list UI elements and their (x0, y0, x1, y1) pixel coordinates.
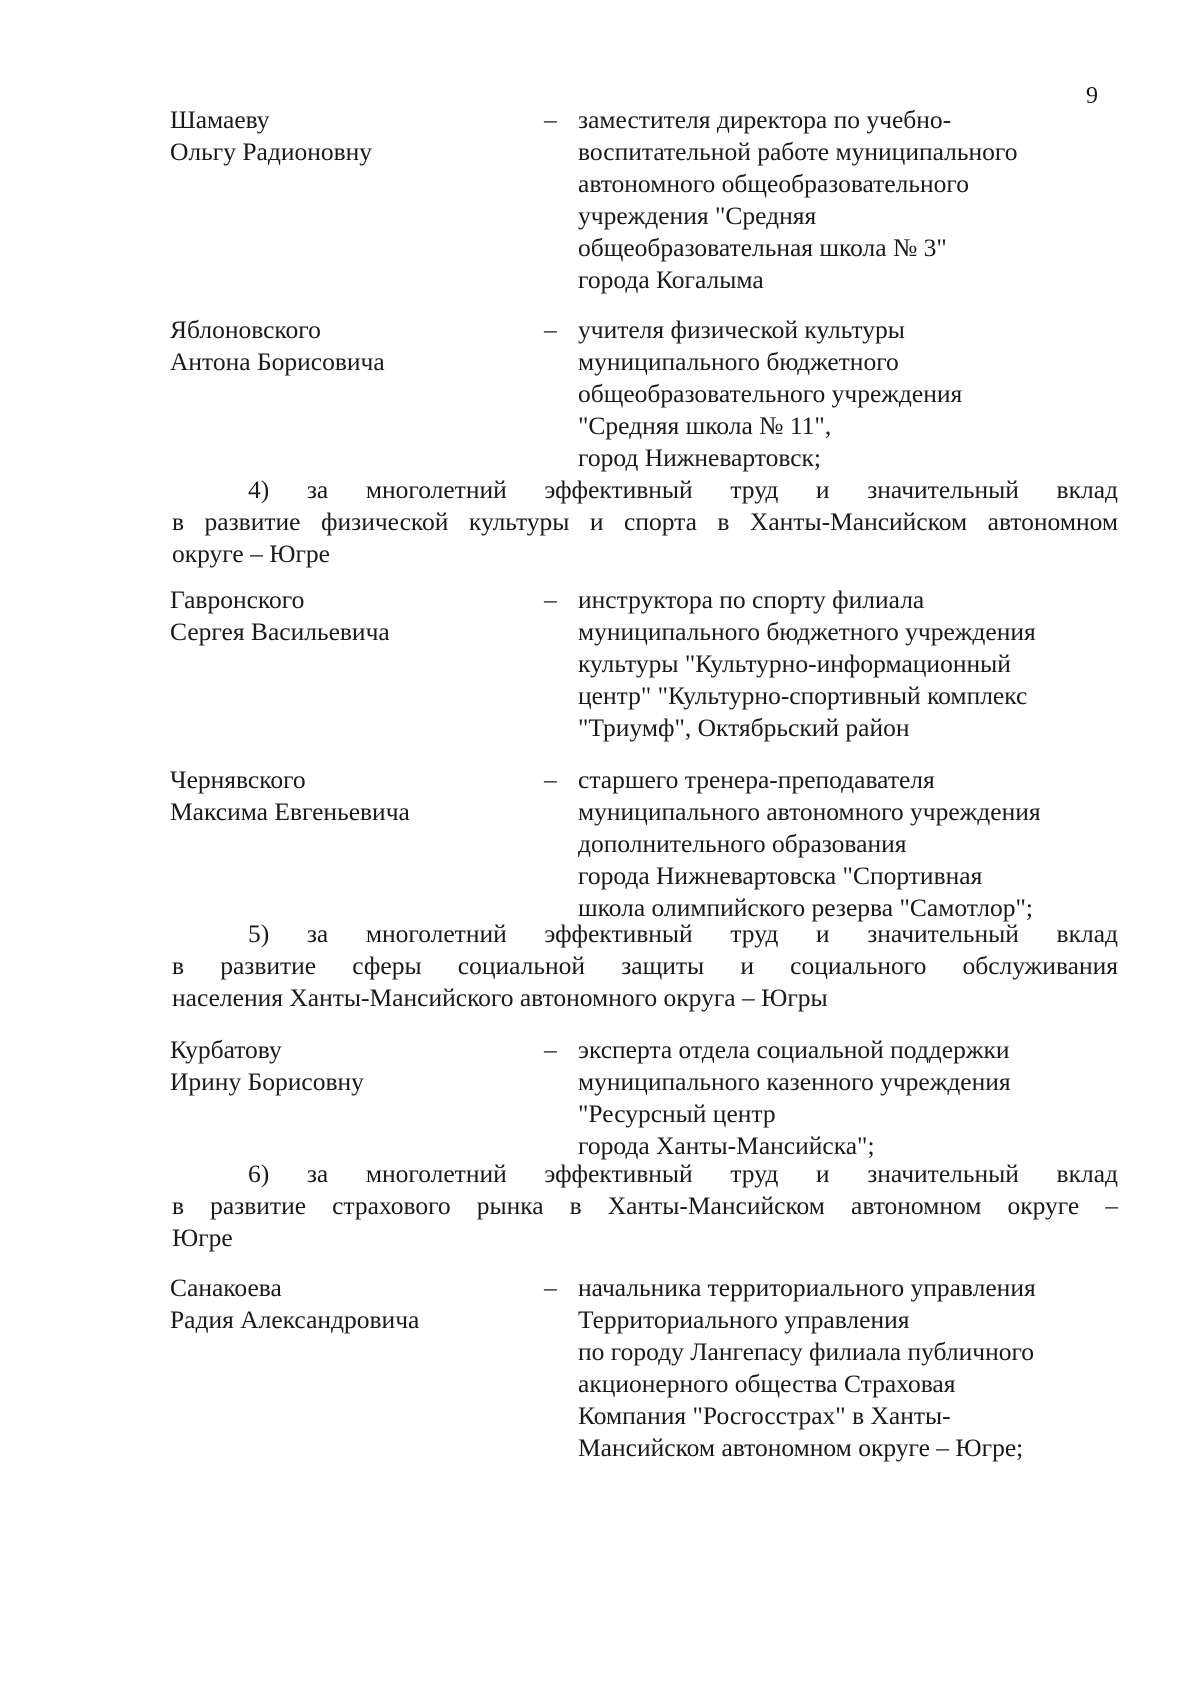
name-line: Курбатову (170, 1035, 282, 1064)
description-line: муниципального казенного учреждения (578, 1067, 1011, 1096)
dash-separator: – (544, 105, 557, 134)
description-line: учреждения "Средняя (578, 201, 817, 230)
name-line: Ирину Борисовну (170, 1067, 364, 1096)
description-line: центр" "Культурно-спортивный комплекс (578, 681, 1028, 710)
description-line: воспитательной работе муниципального (578, 137, 1018, 166)
position-description (578, 764, 1138, 924)
dash-separator: – (544, 1035, 557, 1064)
description-line: муниципального автономного учреждения (578, 797, 1041, 826)
name-line: Сергея Васильевича (170, 617, 390, 646)
person-name (170, 584, 530, 648)
description-line: эксперта отдела социальной поддержки (578, 1035, 1010, 1064)
paragraph-line: населения Ханты-Мансийского автономного округа – Югры (172, 983, 828, 1012)
paragraph-line: 5) за многолетний эффективный труд и значительный вклад (248, 919, 1118, 948)
description-line: инструктора по спорту филиала (578, 585, 925, 614)
description-line: общеобразовательная школа № 3" (578, 233, 947, 262)
person-name (170, 104, 530, 168)
description-line: по городу Лангепасу филиала публичного (578, 1337, 1035, 1366)
person-name (170, 1272, 530, 1336)
paragraph-line: Югре (172, 1223, 233, 1252)
name-line: Антона Борисовича (170, 347, 385, 376)
paragraph-line: в развитие сферы социальной защиты и социального обслуживания (172, 951, 1118, 980)
description-line: дополнительного образования (578, 829, 907, 858)
description-line: заместителя директора по учебно- (578, 105, 952, 134)
description-line: "Триумф", Октябрьский район (578, 713, 910, 742)
description-line: школа олимпийского резерва "Самотлор"; (578, 893, 1033, 922)
position-description (578, 104, 1138, 296)
person-name (170, 1034, 530, 1098)
name-line: Гавронского (170, 585, 305, 614)
name-line: Чернявского (170, 765, 306, 794)
position-description (578, 584, 1138, 744)
position-description (578, 1034, 1138, 1162)
paragraph-line: в развитие страхового рынка в Ханты-Мансийском автономном округе – (172, 1191, 1118, 1220)
paragraph-line: 6) за многолетний эффективный труд и значительный вклад (248, 1159, 1118, 1188)
name-line: Санакоева (170, 1273, 282, 1302)
award-paragraph (172, 918, 1118, 1014)
description-line: Компания "Росгосстрах" в Ханты- (578, 1401, 951, 1430)
dash-separator: – (544, 765, 557, 794)
description-line: старшего тренера-преподавателя (578, 765, 935, 794)
award-paragraph (172, 474, 1118, 570)
person-name (170, 314, 530, 378)
paragraph-line: в развитие физической культуры и спорта в Ханты-Мансийском автономном (172, 507, 1118, 536)
description-line: Территориального управления (578, 1305, 910, 1334)
description-line: учителя физической культуры (578, 315, 905, 344)
person-name (170, 764, 530, 828)
description-line: муниципального бюджетного учреждения (578, 617, 1036, 646)
name-line: Ольгу Радионовну (170, 137, 373, 166)
description-line: общеобразовательного учреждения (578, 379, 963, 408)
description-line: акционерного общества Страховая (578, 1369, 956, 1398)
name-line: Шамаеву (170, 105, 270, 134)
name-line: Максима Евгеньевича (170, 797, 410, 826)
dash-separator: – (544, 1273, 557, 1302)
position-description (578, 314, 1138, 474)
dash-separator: – (544, 585, 557, 614)
description-line: Мансийском автономном округе – Югре; (578, 1433, 1024, 1462)
description-line: "Средняя школа № 11", (578, 411, 832, 440)
description-line: культуры "Культурно-информационный (578, 649, 1011, 678)
page-number: 9 (1086, 83, 1098, 109)
name-line: Радия Александровича (170, 1305, 420, 1334)
award-paragraph (172, 1158, 1118, 1254)
description-line: "Ресурсный центр (578, 1099, 776, 1128)
position-description (578, 1272, 1138, 1464)
description-line: города Нижневартовска "Спортивная (578, 861, 983, 890)
dash-separator: – (544, 315, 557, 344)
paragraph-line: 4) за многолетний эффективный труд и значительный вклад (248, 475, 1118, 504)
name-line: Яблоновского (170, 315, 321, 344)
description-line: город Нижневартовск; (578, 443, 822, 472)
description-line: города Ханты-Мансийска"; (578, 1131, 875, 1160)
description-line: автономного общеобразовательного (578, 169, 969, 198)
description-line: начальника территориального управления (578, 1273, 1036, 1302)
description-line: города Когалыма (578, 265, 764, 294)
description-line: муниципального бюджетного (578, 347, 899, 376)
paragraph-line: округе – Югре (172, 539, 330, 568)
